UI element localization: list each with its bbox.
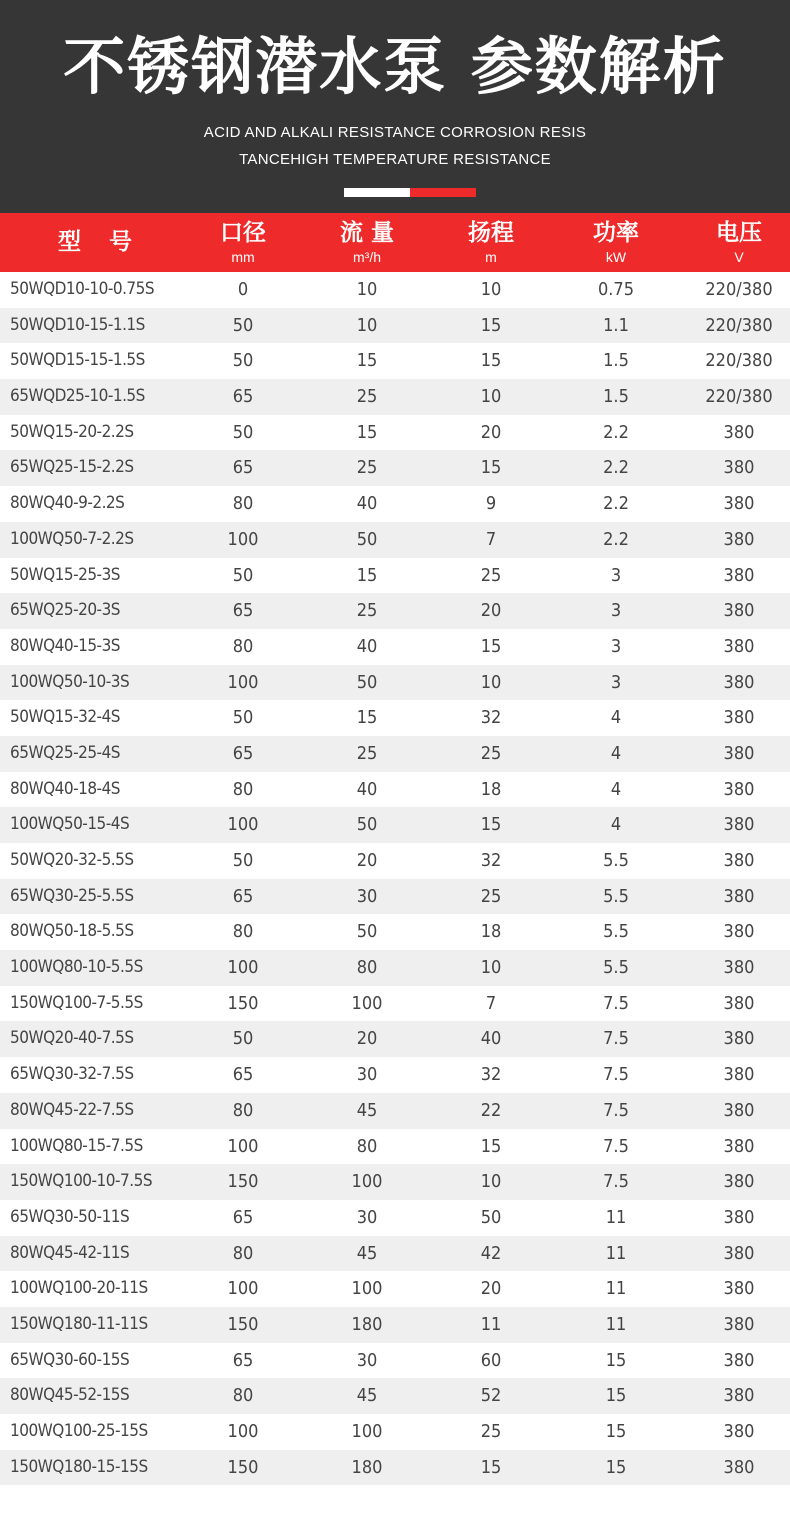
cell-power: 4 xyxy=(610,707,622,729)
cell-head: 25 xyxy=(480,742,502,764)
header-flow-label: 流 量 xyxy=(339,220,394,246)
cell-head: 11 xyxy=(480,1313,502,1335)
table-row xyxy=(0,1343,790,1379)
cell-model: 65WQ30-25-5.5S xyxy=(10,885,134,906)
cell-flow: 80 xyxy=(356,1135,378,1157)
table-row xyxy=(0,593,790,629)
cell-power: 2.2 xyxy=(603,528,629,550)
cell-model: 65WQD25-10-1.5S xyxy=(10,386,145,407)
table-row xyxy=(0,950,790,986)
cell-power: 7.5 xyxy=(603,1028,629,1050)
cell-flow: 15 xyxy=(356,421,378,443)
cell-power: 1.5 xyxy=(603,386,629,408)
cell-power: 2.2 xyxy=(603,493,629,515)
cell-flow: 50 xyxy=(356,814,378,836)
cell-model: 80WQ45-52-15S xyxy=(10,1385,130,1406)
cell-model: 80WQ40-15-3S xyxy=(10,635,121,656)
cell-head: 15 xyxy=(480,1135,502,1157)
cell-voltage: 220/380 xyxy=(705,386,773,408)
cell-diameter: 100 xyxy=(227,1135,259,1157)
subtitle-line-2: TANCEHIGH TEMPERATURE RESISTANCE xyxy=(239,151,551,168)
cell-head: 32 xyxy=(480,850,502,871)
header-power xyxy=(566,213,666,272)
cell-voltage: 380 xyxy=(723,957,755,979)
cell-voltage: 220/380 xyxy=(705,279,773,300)
cell-head: 15 xyxy=(480,1456,502,1478)
cell-model: 80WQ40-18-4S xyxy=(10,778,121,799)
table-row xyxy=(0,558,790,594)
cell-power: 11 xyxy=(605,1313,627,1335)
cell-power: 11 xyxy=(605,1278,627,1300)
cell-diameter: 100 xyxy=(227,957,259,979)
cell-model: 80WQ40-9-2.2S xyxy=(10,493,125,514)
cell-model: 150WQ180-15-15S xyxy=(10,1456,148,1477)
cell-flow: 30 xyxy=(356,1349,378,1371)
cell-flow: 45 xyxy=(356,1385,378,1407)
cell-model: 80WQ45-42-11S xyxy=(10,1242,130,1263)
cell-head: 42 xyxy=(480,1242,502,1264)
cell-diameter: 65 xyxy=(232,885,254,907)
cell-head: 10 xyxy=(480,386,502,408)
cell-diameter: 100 xyxy=(227,814,259,836)
cell-model: 50WQ15-20-2.2S xyxy=(10,421,134,442)
cell-flow: 100 xyxy=(351,992,383,1014)
header-head xyxy=(441,213,541,272)
cell-model: 65WQ25-15-2.2S xyxy=(10,457,134,478)
cell-diameter: 65 xyxy=(232,600,254,622)
cell-head: 25 xyxy=(480,1421,502,1442)
cell-diameter: 65 xyxy=(232,1349,254,1371)
cell-model: 65WQ25-20-3S xyxy=(10,600,121,621)
cell-flow: 10 xyxy=(356,279,378,300)
cell-diameter: 80 xyxy=(232,635,254,657)
table-row xyxy=(0,1236,790,1272)
cell-model: 100WQ80-15-7.5S xyxy=(10,1135,143,1156)
cell-head: 7 xyxy=(485,528,497,550)
cell-voltage: 380 xyxy=(723,493,755,515)
cell-flow: 100 xyxy=(351,1278,383,1300)
cell-power: 0.75 xyxy=(597,279,635,300)
cell-power: 2.2 xyxy=(603,421,629,443)
cell-voltage: 380 xyxy=(723,742,755,764)
cell-model: 100WQ100-25-15S xyxy=(10,1421,148,1441)
cell-model: 150WQ100-10-7.5S xyxy=(10,1171,153,1192)
cell-voltage: 380 xyxy=(723,850,755,871)
cell-head: 15 xyxy=(480,350,502,372)
table-row xyxy=(0,1164,790,1200)
cell-diameter: 50 xyxy=(232,850,254,871)
accent-divider xyxy=(344,188,476,197)
cell-model: 50WQD15-15-1.5S xyxy=(10,350,145,371)
cell-voltage: 380 xyxy=(723,814,755,836)
cell-power: 3 xyxy=(610,671,622,693)
cell-head: 10 xyxy=(480,279,502,300)
cell-head: 10 xyxy=(480,671,502,693)
cell-diameter: 80 xyxy=(232,1099,254,1121)
cell-head: 10 xyxy=(480,1171,502,1193)
cell-diameter: 65 xyxy=(232,386,254,408)
table-row xyxy=(0,843,790,879)
cell-diameter: 100 xyxy=(227,671,259,693)
cell-power: 5.5 xyxy=(603,957,629,979)
cell-diameter: 50 xyxy=(232,421,254,443)
cell-power: 4 xyxy=(610,742,622,764)
cell-model: 65WQ30-60-15S xyxy=(10,1349,130,1370)
cell-diameter: 65 xyxy=(232,1206,254,1228)
cell-voltage: 380 xyxy=(723,635,755,657)
table-row xyxy=(0,879,790,915)
cell-model: 65WQ30-32-7.5S xyxy=(10,1064,134,1085)
table-row xyxy=(0,1093,790,1129)
cell-power: 3 xyxy=(610,635,622,657)
table-row xyxy=(0,914,790,950)
cell-flow: 25 xyxy=(356,386,378,408)
cell-flow: 40 xyxy=(356,778,378,800)
cell-head: 9 xyxy=(485,493,497,515)
cell-flow: 50 xyxy=(356,528,378,550)
table-row xyxy=(0,986,790,1022)
header-model xyxy=(10,213,190,272)
cell-model: 150WQ180-11-11S xyxy=(10,1313,148,1334)
cell-diameter: 150 xyxy=(227,1456,259,1478)
cell-diameter: 65 xyxy=(232,457,254,479)
cell-flow: 15 xyxy=(356,350,378,372)
cell-power: 7.5 xyxy=(603,992,629,1014)
cell-voltage: 380 xyxy=(723,992,755,1014)
cell-model: 80WQ50-18-5.5S xyxy=(10,921,134,942)
cell-diameter: 50 xyxy=(232,564,254,586)
cell-flow: 15 xyxy=(356,564,378,586)
cell-diameter: 50 xyxy=(232,314,254,336)
cell-power: 5.5 xyxy=(603,850,629,871)
cell-diameter: 80 xyxy=(232,1242,254,1264)
cell-power: 15 xyxy=(605,1421,627,1442)
cell-head: 60 xyxy=(480,1349,502,1371)
cell-model: 50WQ20-32-5.5S xyxy=(10,850,134,870)
cell-diameter: 80 xyxy=(232,921,254,943)
cell-flow: 30 xyxy=(356,885,378,907)
cell-head: 20 xyxy=(480,421,502,443)
cell-head: 52 xyxy=(480,1385,502,1407)
cell-voltage: 380 xyxy=(723,778,755,800)
cell-diameter: 65 xyxy=(232,1064,254,1086)
cell-voltage: 220/380 xyxy=(705,350,773,372)
header-diameter-label: 口径 xyxy=(220,220,266,246)
cell-voltage: 380 xyxy=(723,600,755,622)
cell-voltage: 380 xyxy=(723,1028,755,1050)
cell-voltage: 380 xyxy=(723,671,755,693)
table-row xyxy=(0,486,790,522)
cell-flow: 30 xyxy=(356,1064,378,1086)
cell-power: 7.5 xyxy=(603,1135,629,1157)
cell-diameter: 50 xyxy=(232,1028,254,1050)
cell-power: 4 xyxy=(610,814,622,836)
cell-head: 20 xyxy=(480,1278,502,1300)
cell-flow: 100 xyxy=(351,1171,383,1193)
cell-model: 100WQ80-10-5.5S xyxy=(10,957,143,978)
header-voltage-unit: V xyxy=(734,249,744,265)
banner xyxy=(0,0,790,213)
cell-flow: 25 xyxy=(356,600,378,622)
table-row xyxy=(0,807,790,843)
cell-power: 4 xyxy=(610,778,622,800)
cell-power: 7.5 xyxy=(603,1171,629,1193)
table-row xyxy=(0,665,790,701)
cell-flow: 50 xyxy=(356,671,378,693)
cell-voltage: 380 xyxy=(723,1242,755,1264)
cell-model: 100WQ50-7-2.2S xyxy=(10,528,134,549)
cell-head: 15 xyxy=(480,457,502,479)
table-row xyxy=(0,415,790,451)
cell-voltage: 380 xyxy=(723,457,755,479)
cell-head: 32 xyxy=(480,707,502,729)
cell-head: 50 xyxy=(480,1206,502,1228)
table-row xyxy=(0,272,790,308)
table-row xyxy=(0,522,790,558)
cell-head: 18 xyxy=(480,778,502,800)
cell-model: 100WQ50-15-4S xyxy=(10,814,130,835)
cell-voltage: 380 xyxy=(723,1456,755,1478)
table-row xyxy=(0,1307,790,1343)
cell-diameter: 50 xyxy=(232,350,254,372)
cell-voltage: 380 xyxy=(723,528,755,550)
cell-power: 5.5 xyxy=(603,921,629,943)
cell-head: 15 xyxy=(480,314,502,336)
table-body xyxy=(0,272,790,1485)
cell-flow: 25 xyxy=(356,742,378,764)
table-row xyxy=(0,1021,790,1057)
cell-head: 25 xyxy=(480,885,502,907)
cell-flow: 45 xyxy=(356,1242,378,1264)
cell-model: 65WQ30-50-11S xyxy=(10,1206,130,1227)
cell-diameter: 80 xyxy=(232,778,254,800)
cell-flow: 180 xyxy=(351,1456,383,1478)
cell-flow: 45 xyxy=(356,1099,378,1121)
page-title: 不锈钢潜水泵 参数解析 xyxy=(63,30,727,103)
cell-head: 10 xyxy=(480,957,502,979)
cell-power: 3 xyxy=(610,564,622,586)
table-row xyxy=(0,343,790,379)
cell-diameter: 100 xyxy=(227,1421,259,1442)
header-power-unit: kW xyxy=(605,249,627,265)
cell-flow: 20 xyxy=(356,1028,378,1050)
cell-model: 50WQ20-40-7.5S xyxy=(10,1028,134,1049)
cell-flow: 15 xyxy=(356,707,378,729)
cell-head: 7 xyxy=(485,992,497,1014)
cell-flow: 80 xyxy=(356,957,378,979)
cell-voltage: 380 xyxy=(723,1099,755,1121)
accent-divider-red xyxy=(410,188,476,197)
table-row xyxy=(0,1414,790,1450)
accent-divider-white xyxy=(344,188,410,197)
header-model-label: 型 号 xyxy=(57,229,142,255)
cell-power: 1.5 xyxy=(603,350,629,372)
cell-voltage: 380 xyxy=(723,1421,755,1442)
cell-voltage: 380 xyxy=(723,1313,755,1335)
table-row xyxy=(0,1378,790,1414)
cell-head: 15 xyxy=(480,635,502,657)
cell-flow: 100 xyxy=(351,1421,383,1442)
cell-voltage: 380 xyxy=(723,707,755,729)
table-row xyxy=(0,379,790,415)
cell-power: 15 xyxy=(605,1385,627,1407)
table-row xyxy=(0,1271,790,1307)
cell-head: 32 xyxy=(480,1064,502,1086)
cell-power: 7.5 xyxy=(603,1064,629,1086)
cell-flow: 40 xyxy=(356,635,378,657)
table-row xyxy=(0,1129,790,1165)
cell-diameter: 50 xyxy=(232,707,254,729)
table-row xyxy=(0,450,790,486)
table-row xyxy=(0,629,790,665)
header-head-unit: m xyxy=(485,249,497,265)
cell-power: 5.5 xyxy=(603,885,629,907)
header-flow-unit: m³/h xyxy=(353,249,381,265)
header-flow xyxy=(317,213,417,272)
table-row xyxy=(0,1200,790,1236)
cell-power: 11 xyxy=(605,1242,627,1264)
cell-diameter: 150 xyxy=(227,1171,259,1193)
cell-model: 50WQD10-15-1.1S xyxy=(10,314,145,335)
table-row xyxy=(0,308,790,344)
cell-voltage: 380 xyxy=(723,885,755,907)
table-row xyxy=(0,700,790,736)
cell-diameter: 80 xyxy=(232,1385,254,1407)
cell-flow: 10 xyxy=(356,314,378,336)
cell-head: 18 xyxy=(480,921,502,943)
cell-model: 65WQ25-25-4S xyxy=(10,742,121,763)
table-row xyxy=(0,1450,790,1486)
cell-diameter: 100 xyxy=(227,528,259,550)
cell-voltage: 380 xyxy=(723,1385,755,1407)
cell-diameter: 0 xyxy=(237,279,249,300)
header-voltage-label: 电压 xyxy=(716,220,762,246)
cell-voltage: 380 xyxy=(723,1278,755,1300)
cell-diameter: 150 xyxy=(227,1313,259,1335)
cell-diameter: 150 xyxy=(227,992,259,1014)
table-row xyxy=(0,736,790,772)
header-power-label: 功率 xyxy=(593,220,639,246)
cell-power: 15 xyxy=(605,1456,627,1478)
table-row xyxy=(0,772,790,808)
cell-voltage: 380 xyxy=(723,564,755,586)
header-diameter xyxy=(193,213,293,272)
subtitle-line-1: ACID AND ALKALI RESISTANCE CORROSION RESIS xyxy=(203,124,587,141)
cell-flow: 20 xyxy=(356,850,378,871)
cell-flow: 50 xyxy=(356,921,378,943)
cell-power: 15 xyxy=(605,1349,627,1371)
cell-head: 15 xyxy=(480,814,502,836)
cell-voltage: 380 xyxy=(723,1064,755,1086)
cell-flow: 25 xyxy=(356,457,378,479)
cell-power: 2.2 xyxy=(603,457,629,479)
cell-head: 40 xyxy=(480,1028,502,1050)
cell-power: 1.1 xyxy=(603,314,629,336)
cell-model: 50WQD10-10-0.75S xyxy=(10,279,155,299)
header-voltage xyxy=(689,213,789,272)
cell-power: 7.5 xyxy=(603,1099,629,1121)
header-head-label: 扬程 xyxy=(468,220,514,246)
cell-model: 150WQ100-7-5.5S xyxy=(10,992,143,1013)
cell-voltage: 220/380 xyxy=(705,314,773,336)
cell-model: 100WQ50-10-3S xyxy=(10,671,130,692)
cell-voltage: 380 xyxy=(723,1171,755,1193)
cell-power: 11 xyxy=(605,1206,627,1228)
cell-voltage: 380 xyxy=(723,1349,755,1371)
cell-model: 50WQ15-32-4S xyxy=(10,707,121,728)
cell-model: 100WQ100-20-11S xyxy=(10,1278,148,1299)
table-row xyxy=(0,1057,790,1093)
cell-voltage: 380 xyxy=(723,1135,755,1157)
cell-model: 50WQ15-25-3S xyxy=(10,564,121,585)
cell-diameter: 100 xyxy=(227,1278,259,1300)
cell-head: 20 xyxy=(480,600,502,622)
cell-flow: 180 xyxy=(351,1313,383,1335)
cell-head: 25 xyxy=(480,564,502,586)
cell-voltage: 380 xyxy=(723,1206,755,1228)
table-header xyxy=(0,213,790,272)
cell-flow: 30 xyxy=(356,1206,378,1228)
cell-diameter: 80 xyxy=(232,493,254,515)
cell-head: 22 xyxy=(480,1099,502,1121)
header-diameter-unit: mm xyxy=(231,249,255,265)
cell-model: 80WQ45-22-7.5S xyxy=(10,1099,134,1120)
cell-voltage: 380 xyxy=(723,921,755,943)
cell-power: 3 xyxy=(610,600,622,622)
cell-voltage: 380 xyxy=(723,421,755,443)
cell-flow: 40 xyxy=(356,493,378,515)
cell-diameter: 65 xyxy=(232,742,254,764)
